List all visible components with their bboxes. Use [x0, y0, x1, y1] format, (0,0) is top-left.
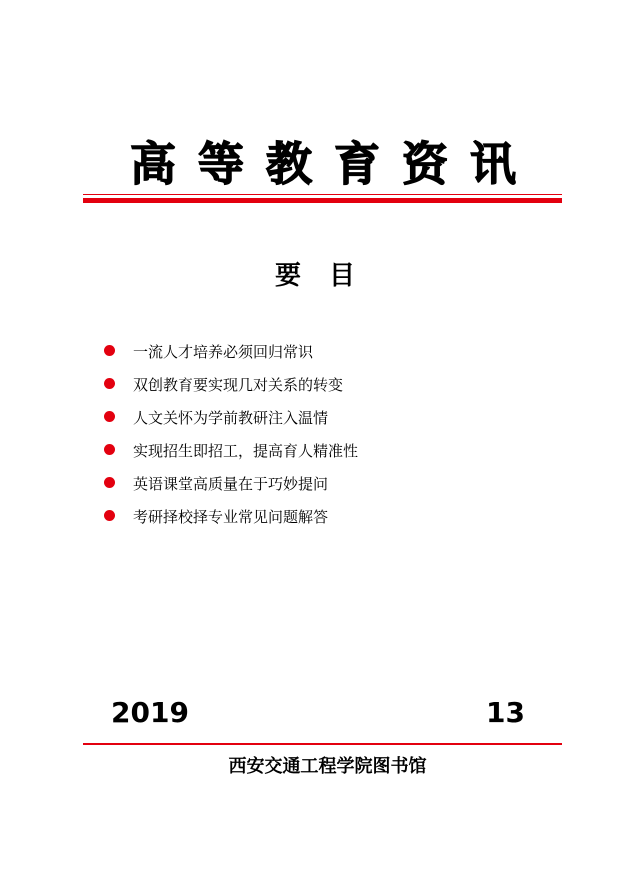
toc-item	[104, 506, 358, 539]
issue-number: 13	[486, 696, 525, 729]
toc-item	[104, 407, 358, 440]
toc-item	[104, 473, 358, 506]
toc-item-label: 双创教育要实现几对关系的转变	[133, 376, 344, 394]
bullet-icon	[104, 411, 115, 422]
bullet-icon	[104, 444, 115, 455]
bullet-icon	[104, 378, 115, 389]
section-title: 要目	[274, 261, 383, 291]
toc-item-label: 英语课堂高质量在于巧妙提问	[133, 475, 329, 493]
table-of-contents	[104, 341, 358, 539]
toc-item	[104, 374, 358, 407]
bullet-icon	[104, 510, 115, 521]
issue-year: 2019	[111, 696, 189, 729]
masthead-rule-thin	[83, 194, 562, 195]
footer-rule	[83, 743, 562, 745]
bullet-icon	[104, 477, 115, 488]
toc-item-label: 一流人才培养必须回归常识	[133, 343, 314, 361]
masthead-rule-thick	[83, 198, 562, 203]
publisher-name: 西安交通工程学院图书馆	[228, 756, 427, 777]
toc-item	[104, 440, 358, 473]
toc-item-label: 实现招生即招工，提高育人精准性	[133, 442, 359, 460]
toc-item	[104, 341, 358, 374]
toc-item-label: 考研择校择专业常见问题解答	[133, 508, 329, 526]
masthead-title: 高等教育资讯	[130, 137, 538, 191]
toc-item-label: 人文关怀为学前教研注入温情	[133, 409, 329, 427]
bullet-icon	[104, 345, 115, 356]
